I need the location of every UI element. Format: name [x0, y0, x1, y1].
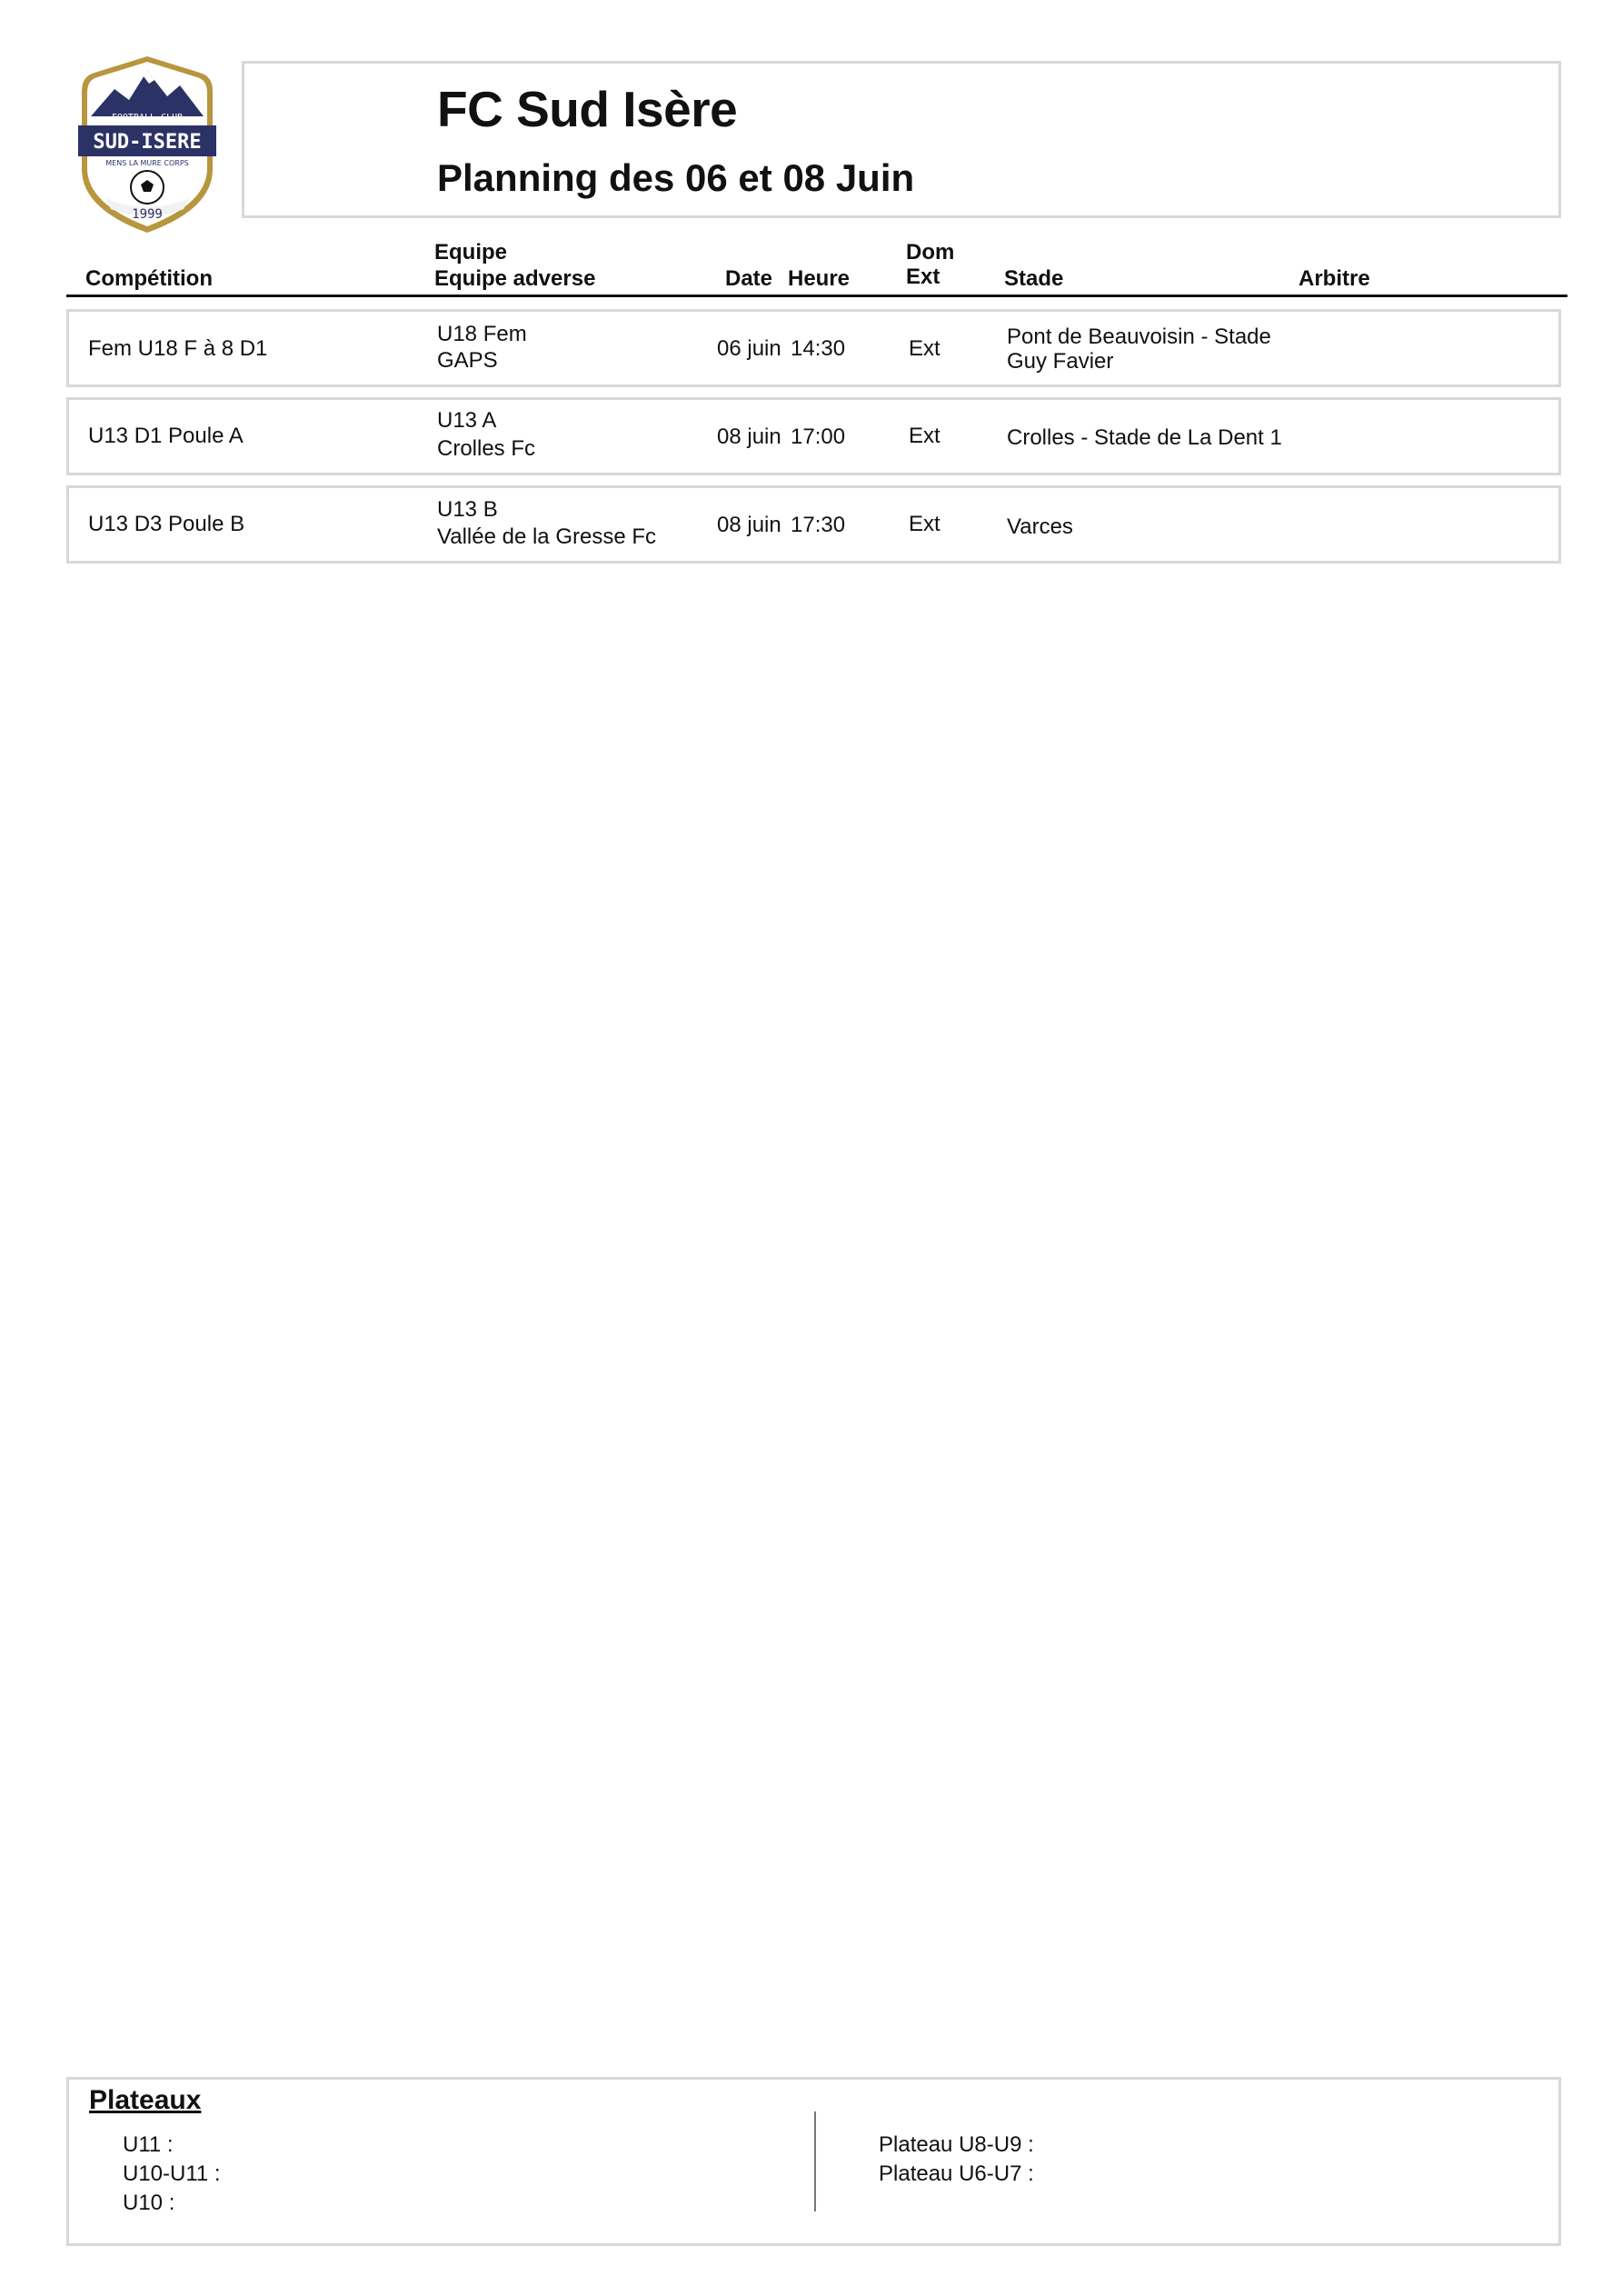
match-stadium: Crolles - Stade de La Dent 1 — [1007, 425, 1282, 450]
match-row — [66, 397, 1561, 475]
match-competition: U13 D3 Poule B — [88, 512, 245, 536]
col-time: Heure — [788, 266, 851, 291]
plateau-u11: U11 : — [123, 2132, 174, 2157]
col-competition: Compétition — [85, 266, 213, 291]
plateau-u10: U10 : — [123, 2191, 175, 2215]
col-team: Equipe — [434, 240, 508, 265]
plateaux-title: Plateaux — [89, 2085, 202, 2115]
club-logo — [78, 53, 216, 236]
plateau-u6-u7: Plateau U6-U7 : — [879, 2161, 1034, 2186]
match-stadium-line2: Guy Favier — [1007, 349, 1114, 374]
match-team: U13 B — [437, 497, 498, 522]
title-box — [242, 61, 1561, 218]
match-dom-ext: Ext — [909, 424, 940, 448]
match-date: 06 juin — [717, 336, 781, 361]
match-time: 17:00 — [791, 424, 846, 449]
match-time: 17:30 — [791, 513, 846, 537]
plateau-u10-u11: U10-U11 : — [123, 2161, 221, 2186]
match-opponent: Vallée de la Gresse Fc — [437, 524, 656, 549]
match-opponent: Crolles Fc — [437, 436, 536, 461]
col-opponent: Equipe adverse — [434, 266, 596, 291]
match-competition: U13 D1 Poule A — [88, 424, 244, 448]
match-team: U13 A — [437, 408, 497, 433]
col-ext: Ext — [906, 265, 940, 289]
planning-title: Planning des 06 et 08 Juin — [437, 156, 915, 199]
match-stadium: Pont de Beauvoisin - Stade — [1007, 324, 1271, 349]
match-date: 08 juin — [717, 513, 781, 537]
match-row — [66, 485, 1561, 564]
match-dom-ext: Ext — [909, 336, 940, 361]
match-time: 14:30 — [791, 336, 846, 361]
match-competition: Fem U18 F à 8 D1 — [88, 336, 268, 361]
match-date: 08 juin — [717, 424, 781, 449]
svg-text:1999: 1999 — [132, 207, 163, 222]
match-row — [66, 309, 1561, 387]
club-name: FC Sud Isère — [437, 81, 738, 137]
svg-text:SUD-ISERE: SUD-ISERE — [93, 131, 202, 154]
col-referee: Arbitre — [1299, 266, 1370, 291]
col-stadium: Stade — [1004, 266, 1064, 291]
svg-text:MENS LA MURE CORPS: MENS LA MURE CORPS — [105, 159, 189, 167]
match-opponent: GAPS — [437, 348, 498, 373]
col-date: Date — [725, 266, 773, 291]
plateaux-divider — [814, 2111, 816, 2211]
match-dom-ext: Ext — [909, 512, 940, 536]
col-dom: Dom — [906, 240, 955, 265]
header-rule — [66, 294, 1567, 297]
match-stadium: Varces — [1007, 514, 1073, 539]
plateaux-box — [66, 2077, 1561, 2246]
plateau-u8-u9: Plateau U8-U9 : — [879, 2132, 1034, 2157]
match-team: U18 Fem — [437, 322, 527, 346]
svg-text:FOOTBALL CLUB: FOOTBALL CLUB — [111, 113, 184, 123]
